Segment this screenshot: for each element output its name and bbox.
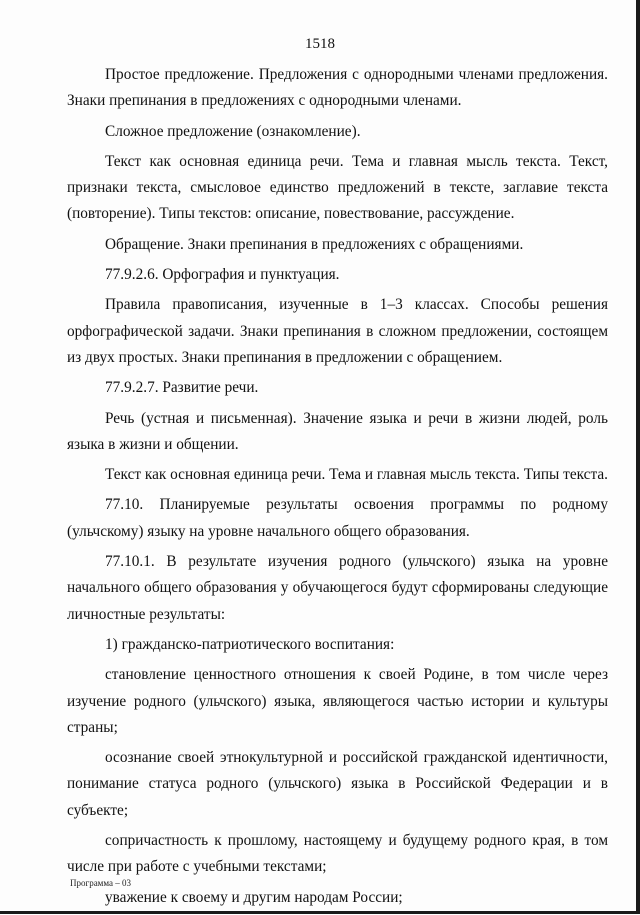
list-item: сопричастность к прошлому, настоящему и будущему родного края, в том числе при работе с учебными текстами; <box>67 832 608 876</box>
paragraph: Речь (устная и письменная). Значение языка и речи в жизни людей, роль языка в жизни и общении. <box>67 409 608 453</box>
list-heading: 1) гражданско-патриотического воспитания: <box>105 635 395 653</box>
paragraph: Обращение. Знаки препинания в предложениях с обращениями. <box>105 235 524 253</box>
section-heading: 77.10. Планируемые результаты освоения программы по родному (ульчскому) языку на уровне начального общего образования. <box>67 496 608 540</box>
footer-note: Программа – 03 <box>70 878 132 888</box>
paragraph: Сложное предложение (ознакомление). <box>105 122 361 140</box>
paragraph: Правила правописания, изученные в 1–3 классах. Способы решения орфографической задачи. Знаки препинания в сложном предложении, состоящем из двух простых. Знаки препинания в предложении с обращением. <box>67 296 608 366</box>
document-body <box>67 62 608 915</box>
list-item: уважение к своему и другим народам России; <box>105 888 403 906</box>
paragraph: Текст как основная единица речи. Тема и главная мысль текста. Текст, признаки текста, смысловое единство предложений в тексте, заглавие текста (повторение). Типы текстов: описание, повествование, рассуждение. <box>67 152 608 223</box>
section-heading: 77.9.2.6. Орфография и пунктуация. <box>105 266 340 284</box>
paragraph: Простое предложение. Предложения с однородными членами предложения. Знаки препинания в предложениях с однородными членами. <box>67 66 608 110</box>
list-item: становление ценностного отношения к своей Родине, в том числе через изучение родного (ульчского) языка, являющегося частью истории и культуры страны; <box>67 666 608 736</box>
paragraph: Текст как основная единица речи. Тема и главная мысль текста. Типы текста. <box>105 466 608 484</box>
list-item: осознание своей этнокультурной и российской гражданской идентичности, понимание статуса родного (ульчского) языка в Российской Федерации и в субъекте; <box>67 749 608 819</box>
paragraph: 77.10.1. В результате изучения родного (ульчского) языка на уровне начального общего образования у обучающегося будут сформированы следующие личностные результаты: <box>67 553 608 623</box>
page-number: 1518 <box>305 36 335 52</box>
section-heading: 77.9.2.7. Развитие речи. <box>105 379 259 397</box>
scan-edge-right <box>636 0 640 914</box>
